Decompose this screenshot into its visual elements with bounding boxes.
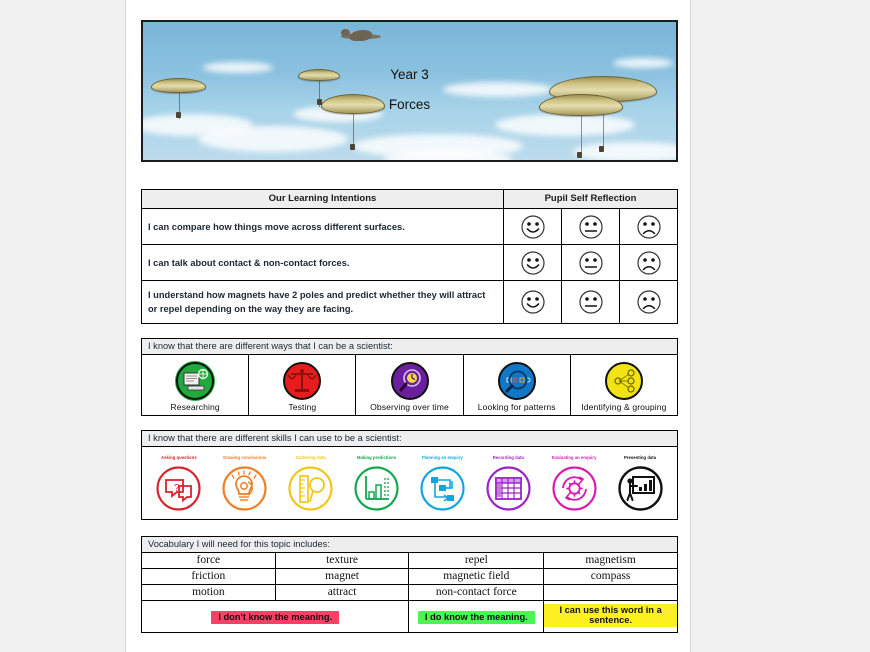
stopwatch-magnifier-icon xyxy=(390,361,430,401)
skill-label: Making predictions xyxy=(357,455,397,460)
ruler-magnifier-icon xyxy=(287,465,334,512)
way-item-looking-for-patterns[interactable] xyxy=(464,355,571,415)
learning-intention-text: I understand how magnets have 2 poles and predict whether they will attract or repel depending on the way they are facing. xyxy=(142,281,504,324)
way-label: Researching xyxy=(170,402,220,412)
way-item-identifying-grouping[interactable] xyxy=(571,355,677,415)
key-label-dont-know: I don't know the meaning. xyxy=(211,611,339,624)
happy-face-icon[interactable] xyxy=(504,245,562,281)
col-header-learning-intentions: Our Learning Intentions xyxy=(142,190,504,209)
svg-text:?: ? xyxy=(174,483,180,494)
sad-face-icon[interactable] xyxy=(620,245,678,281)
vocab-word: repel xyxy=(409,553,544,569)
way-label: Identifying & grouping xyxy=(581,402,667,412)
gear-cycle-icon xyxy=(551,465,598,512)
skill-label: Planning an enquiry xyxy=(421,455,463,460)
skill-label: Recording data xyxy=(492,455,524,460)
worksheet xyxy=(141,20,678,633)
skill-label: Drawing conclusions xyxy=(223,455,267,460)
skill-item-presenting-data[interactable] xyxy=(607,454,673,512)
lightbulb-head-icon xyxy=(221,465,268,512)
way-item-observing-over-time[interactable] xyxy=(356,355,463,415)
airplane-icon xyxy=(341,34,381,39)
skill-item-drawing-conclusions[interactable] xyxy=(212,454,278,512)
banner-year-label: Year 3 xyxy=(390,67,429,82)
skill-label: Presenting data xyxy=(623,455,657,460)
vocab-word: non-contact force xyxy=(409,585,544,601)
skill-label: Gathering data xyxy=(295,455,326,460)
vocab-word-empty xyxy=(544,585,678,601)
skill-label: Asking questions xyxy=(161,455,197,460)
vocab-word: texture xyxy=(275,553,409,569)
vocab-word: attract xyxy=(275,585,409,601)
banner-topic-label: Forces xyxy=(388,97,431,112)
skill-item-gathering-data[interactable] xyxy=(278,454,344,512)
presenter-chart-icon xyxy=(617,465,664,512)
learning-intention-text: I can compare how things move across different surfaces. xyxy=(142,209,504,245)
table-header-row xyxy=(142,190,678,209)
learning-intentions-section xyxy=(141,189,678,324)
skills-section xyxy=(141,430,678,520)
header-banner-image xyxy=(141,20,678,162)
vocab-word: motion xyxy=(142,585,276,601)
skill-item-evaluating-an-enquiry[interactable] xyxy=(541,454,607,512)
key-label-use-in-sentence: I can use this word in a sentence. xyxy=(544,604,677,627)
learning-intention-text: I can talk about contact & non-contact forces. xyxy=(142,245,504,281)
bar-chart-icon xyxy=(353,465,400,512)
vocab-word: magnet xyxy=(275,569,409,585)
skill-label: Evaluating an enquiry xyxy=(551,455,597,460)
skill-item-making-predictions[interactable] xyxy=(344,454,410,512)
banner-title-group xyxy=(143,60,676,120)
skill-item-asking-questions[interactable] xyxy=(146,454,212,512)
vocabulary-key-row xyxy=(142,601,678,633)
vocabulary-section xyxy=(141,536,678,633)
col-header-pupil-self-reflection: Pupil Self Reflection xyxy=(504,190,678,209)
way-item-researching[interactable] xyxy=(142,355,249,415)
happy-face-icon[interactable] xyxy=(504,209,562,245)
key-cell-use-in-sentence[interactable] xyxy=(544,601,678,633)
ways-icon-row xyxy=(142,355,677,415)
balance-scales-icon xyxy=(282,361,322,401)
sad-face-icon[interactable] xyxy=(620,209,678,245)
neutral-face-icon[interactable] xyxy=(562,281,620,324)
table-row xyxy=(142,245,678,281)
vocab-word: magnetism xyxy=(544,553,678,569)
way-label: Testing xyxy=(288,402,317,412)
data-table-icon xyxy=(485,465,532,512)
vocabulary-title-row xyxy=(142,537,678,553)
sad-face-icon[interactable] xyxy=(620,281,678,324)
skill-item-planning-an-enquiry[interactable] xyxy=(410,454,476,512)
pattern-magnifier-icon xyxy=(497,361,537,401)
key-cell-do-know[interactable] xyxy=(409,601,544,633)
document-page xyxy=(125,0,691,652)
skill-item-recording-data[interactable] xyxy=(475,454,541,512)
speech-bubble-question-icon xyxy=(155,465,202,512)
ways-section-title: I know that there are different ways that I can be a scientist: xyxy=(142,339,677,355)
vocab-word: magnetic field xyxy=(409,569,544,585)
computer-research-icon xyxy=(175,361,215,401)
way-label: Observing over time xyxy=(370,402,449,412)
skills-section-title: I know that there are different skills I can use to be a scientist: xyxy=(142,431,677,447)
table-row xyxy=(142,281,678,324)
vocabulary-table xyxy=(141,536,678,633)
vocab-word: friction xyxy=(142,569,276,585)
way-item-testing[interactable] xyxy=(249,355,356,415)
neutral-face-icon[interactable] xyxy=(562,245,620,281)
learning-intentions-table xyxy=(141,189,678,324)
key-cell-dont-know[interactable] xyxy=(142,601,409,633)
neutral-face-icon[interactable] xyxy=(562,209,620,245)
flowchart-icon xyxy=(419,465,466,512)
vocab-word: force xyxy=(142,553,276,569)
table-row xyxy=(142,209,678,245)
happy-face-icon[interactable] xyxy=(504,281,562,324)
grouping-nodes-icon xyxy=(604,361,644,401)
table-row xyxy=(142,553,678,569)
key-label-do-know: I do know the meaning. xyxy=(418,611,535,624)
skills-icon-row xyxy=(142,447,677,519)
way-label: Looking for patterns xyxy=(477,402,556,412)
ways-to-be-a-scientist-section xyxy=(141,338,678,416)
table-row xyxy=(142,569,678,585)
table-row xyxy=(142,585,678,601)
vocabulary-title: Vocabulary I will need for this topic includes: xyxy=(142,537,678,553)
vocab-word: compass xyxy=(544,569,678,585)
